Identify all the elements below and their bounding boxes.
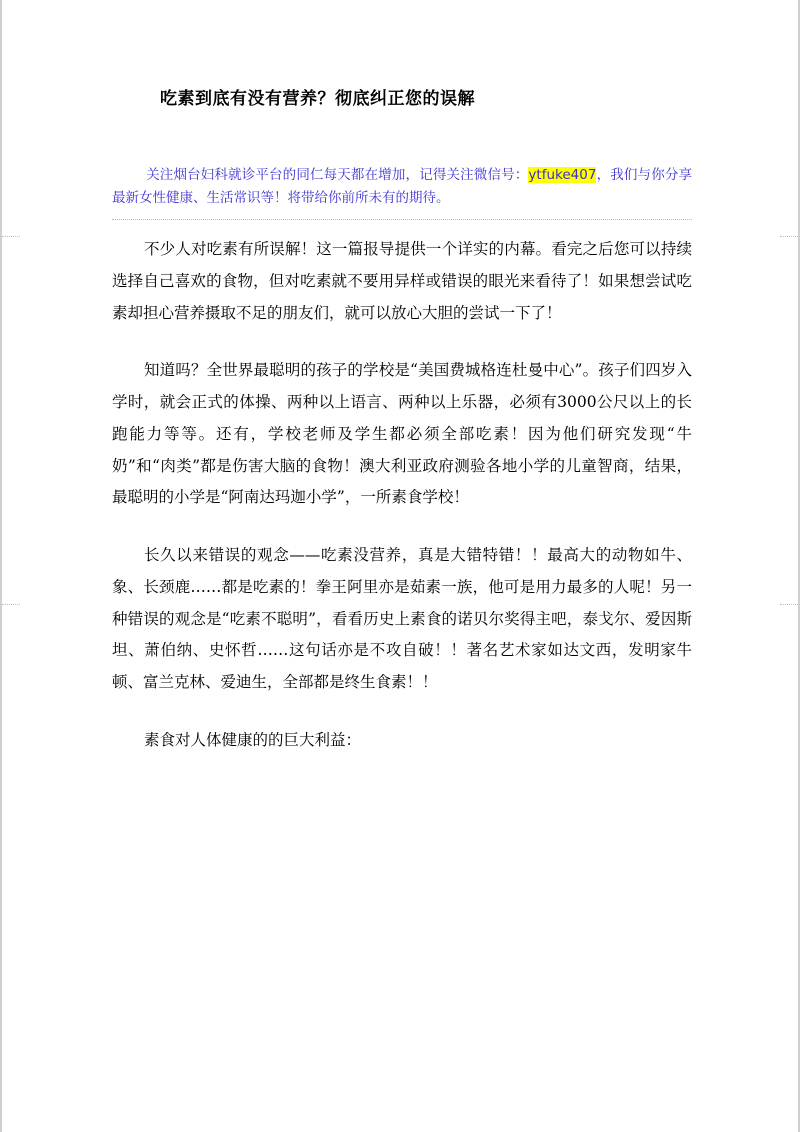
document-content bbox=[112, 88, 692, 757]
page-edge-tick-right-lower bbox=[780, 604, 798, 605]
document-title: 吃素到底有没有营养？彻底纠正您的误解 bbox=[160, 89, 475, 109]
body-paragraph-1: 不少人对吃素有所误解！这一篇报导提供一个详实的内幕。看完之后您可以持续选择自己喜欢的食物，但对吃素就不要用异样或错误的眼光来看待了！如果想尝试吃素却担心营养摄取不足的朋友们，就可以放心大胆的尝试一下了！ bbox=[112, 240, 692, 322]
promo-wechat-id: ytfuke407 bbox=[528, 166, 597, 183]
promo-lead-text: 关注烟台妇科就诊平台的同仁每天都在增加，记得关注微信号： bbox=[146, 166, 529, 183]
body-paragraph-3: 长久以来错误的观念——吃素没营养，真是大错特错！！最高大的动物如牛、象、长颈鹿……都是吃素的！拳王阿里亦是茹素一族，他可是用力最多的人呢！另一种错误的观念是“吃素不聪明”，看看历史上素食的诺贝尔奖得主吧，泰戈尔、爱因斯坦、萧伯纳、史怀哲……这句话亦是不攻自破！！著名艺术家如达文西，发明家牛顿、富兰克林、爱迪生，全部都是终生食素！！ bbox=[112, 546, 692, 692]
body-paragraph-2: 知道吗？全世界最聪明的孩子的学校是“美国费城格连杜曼中心”。孩子们四岁入学时，就会正式的体操、两种以上语言、两种以上乐器，必须有3000公尺以上的长跑能力等等。还有，学校老师及学生都必须全部吃素！因为他们研究发现“牛奶”和“肉类”都是伤害大脑的食物！澳大利亚政府测验各地小学的儿童智商，结果，最聪明的小学是“阿南达玛迦小学”，一所素食学校！ bbox=[112, 361, 692, 507]
page-edge-tick-left-lower bbox=[2, 604, 20, 605]
promo-tail-text: ，我们与你分享最新女性健康、生活常识等！将带给你前所未有的期待。 bbox=[112, 166, 693, 207]
body-paragraph-4: 素食对人体健康的的巨大利益： bbox=[144, 731, 362, 749]
horizontal-divider bbox=[112, 219, 692, 220]
page-edge-tick-right-upper bbox=[780, 236, 798, 237]
page-edge-tick-left-upper bbox=[2, 236, 20, 237]
promo-banner bbox=[112, 164, 692, 211]
